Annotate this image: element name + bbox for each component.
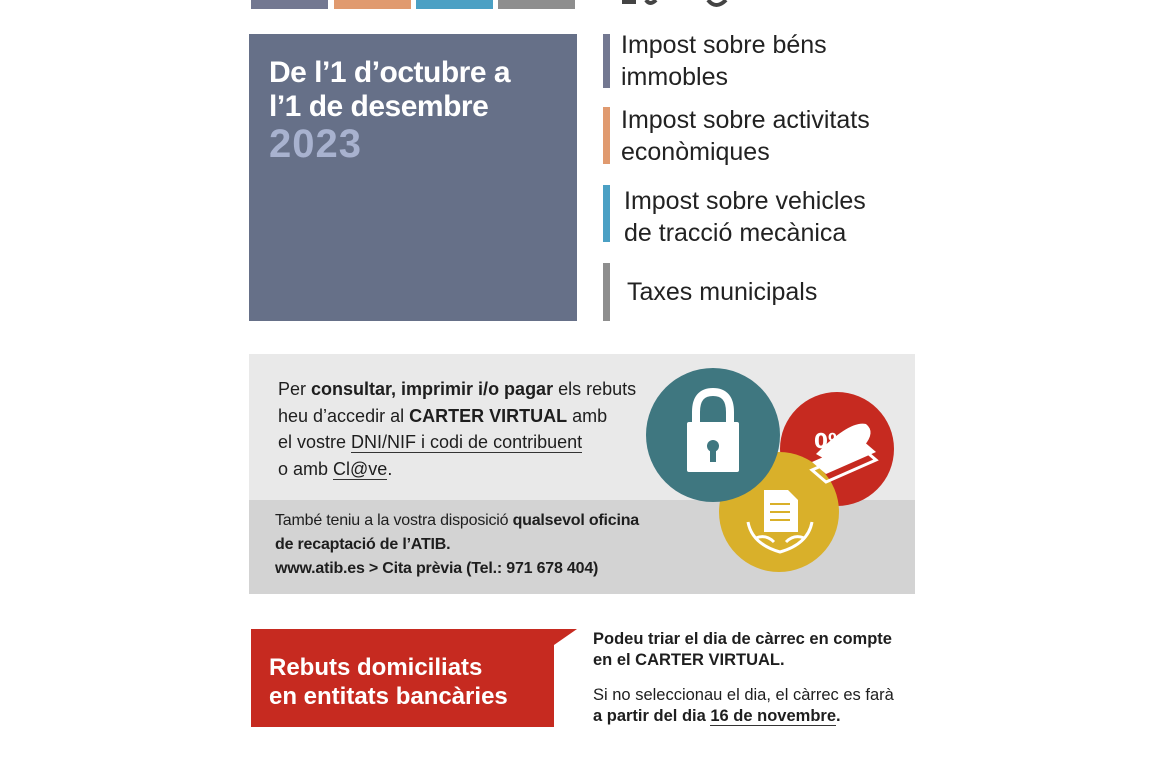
top-strip-orange [334, 0, 411, 9]
tax-item-iae: Impost sobre activitats econòmiques [621, 106, 870, 166]
tax-bar-orange [603, 107, 610, 164]
bank-title-line-1: Rebuts domiciliats [269, 654, 483, 681]
date-box [249, 34, 577, 321]
charge-date: 16 de novembre [710, 707, 837, 725]
tax-bar-slate [603, 34, 610, 88]
date-line-1: De l’1 d’octubre a [269, 56, 511, 89]
bank-title-line-2: en entitats bancàries [269, 683, 508, 710]
date-line-2: l’1 de desembre [269, 90, 489, 123]
tax-item-ivtm: Impost sobre vehicles de tracció mecànica [624, 187, 866, 247]
dni-link-text: DNI/NIF i codi de contribuent [351, 432, 583, 452]
date-year: 2023 [269, 122, 362, 166]
clipped-heading-fragment [612, 0, 752, 12]
charge-info-text: Podeu triar el dia de càrrec en compte en el CARTER VIRTUAL. [593, 630, 892, 669]
top-strip-slate [251, 0, 328, 9]
tax-item-taxes: Taxes municipals [627, 278, 818, 306]
office-info-text: També teniu a la vostra disposició qualsevol oficina de recaptació de l’ATIB. www.atib.es > Cita prèvia (Tel.: 971 678 404) [275, 512, 639, 577]
bank-box [251, 629, 554, 726]
svg-text:0%: 0% [814, 429, 848, 453]
tax-item-ibi: Impost sobre béns immobles [621, 31, 827, 91]
services-icon-cluster [640, 362, 902, 576]
clave-link-text: Cl@ve [333, 458, 388, 479]
charge-default-text: Si no seleccionau el dia, el càrrec es farà a partir del dia 16 de novembre. [593, 686, 894, 725]
top-strip-gray [498, 0, 575, 9]
top-strip-blue [416, 0, 493, 9]
online-info-text: Per consultar, imprimir i/o pagar els rebuts heu d’accedir al CARTER VIRTUAL amb el vostre DNI/NIF i codi de contribuent o amb Cl@ve. [278, 379, 637, 479]
tax-bar-blue [603, 185, 610, 242]
tax-bar-gray [603, 263, 610, 321]
